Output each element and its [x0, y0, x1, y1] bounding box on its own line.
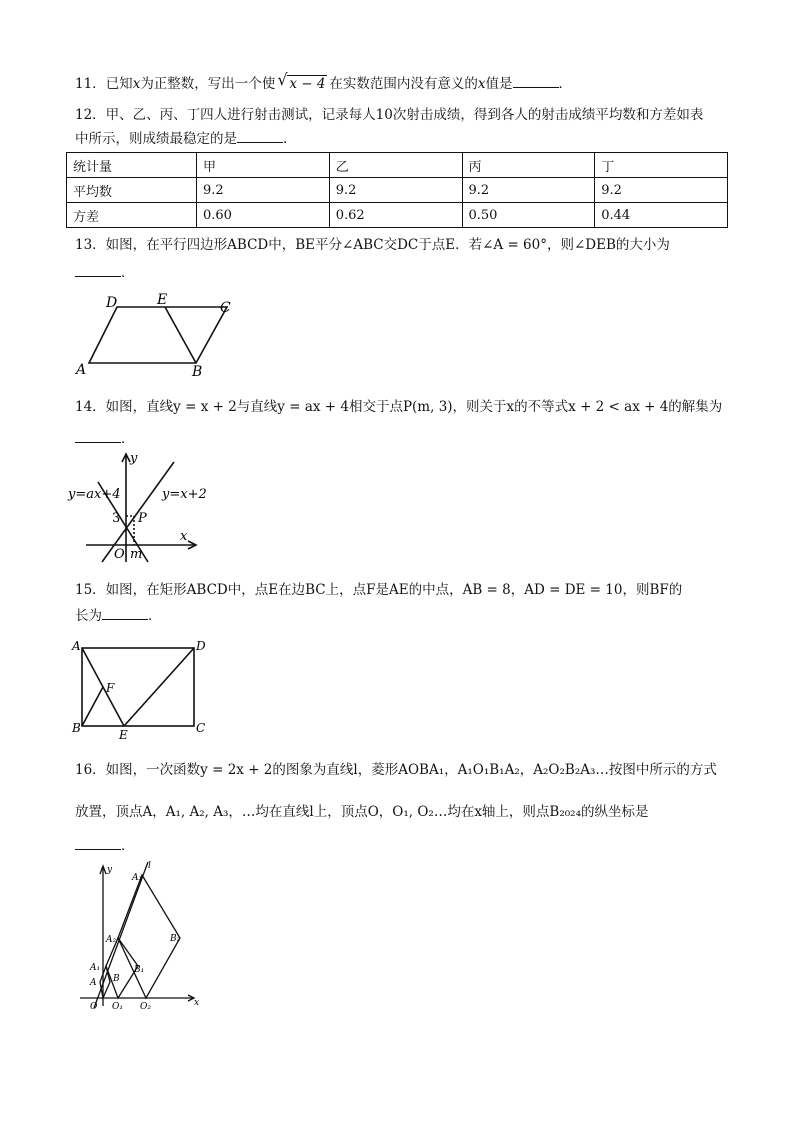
label-line-ax4: y=ax+4 — [68, 487, 121, 502]
label-c: C — [220, 300, 231, 316]
rectangle-figure — [70, 638, 210, 740]
label-o2: O₂ — [140, 1002, 151, 1012]
q15-period: ． — [148, 608, 162, 624]
label-a3: A₃ — [132, 873, 143, 883]
label-line-x2: y=x+2 — [162, 487, 207, 502]
q15-line2-row — [75, 606, 682, 626]
label-e: E — [119, 728, 128, 742]
q13-line2-row — [75, 263, 670, 283]
table-cell: 方差 — [67, 203, 197, 228]
q13-period: ． — [121, 265, 135, 281]
q11-text: 值是 — [485, 76, 513, 92]
q11-period: ． — [558, 76, 573, 92]
label-o: O — [114, 547, 125, 562]
table-cell: 0.62 — [329, 203, 462, 228]
q13-line1: 13．如图，在平行四边形ABCD中，BE平分∠ABC交DC于点E．若∠A = 60°，则∠DEB的大小为 — [75, 237, 670, 253]
q12-line1: 12．甲、乙、丙、丁四人进行射击测试，记录每人10次射击成绩，得到各人的射击成绩平均数和方差如表 — [75, 107, 704, 123]
label-b2: B₂ — [170, 934, 181, 944]
label-m: m — [130, 547, 143, 562]
label-b: B — [113, 974, 120, 984]
question-15 — [75, 580, 682, 626]
label-e: E — [157, 292, 168, 308]
label-a: A — [72, 639, 81, 653]
q15-line1: 15．如图，在矩形ABCD中，点E在边BC上，点F是AE的中点，AB = 8，AD = DE = 10，则BF的 — [75, 582, 683, 598]
radicand: x − 4 — [289, 76, 326, 92]
label-y: y — [130, 451, 138, 466]
answer-blank[interactable] — [75, 264, 121, 277]
table-row — [67, 178, 728, 203]
table-cell: 9.2 — [595, 178, 728, 203]
label-o1: O₁ — [112, 1002, 123, 1012]
rhombus-figure — [76, 860, 206, 1012]
q15-line2: 长为 — [75, 608, 102, 624]
label-b: B — [192, 364, 203, 380]
q11-var: x — [132, 76, 141, 92]
label-a1: A₁ — [90, 963, 101, 973]
table-header-cell: 丙 — [462, 153, 595, 178]
table-cell: 平均数 — [67, 178, 197, 203]
label-f: F — [106, 681, 115, 695]
lines-graph-figure — [68, 450, 218, 570]
label-d: D — [196, 639, 206, 653]
parallelogram-figure — [70, 290, 240, 382]
table-header-cell: 甲 — [197, 153, 330, 178]
q11-text: 已知 — [105, 76, 133, 92]
label-a: A — [90, 978, 97, 988]
stats-table — [66, 152, 728, 228]
q14-line1: 14．如图，直线y = x + 2与直线y = ax + 4相交于点P(m, 3)，则关于x的不等式x + 2 < ax + 4的解集为 — [75, 399, 723, 415]
q12-line2-row — [75, 129, 703, 149]
q12-line2: 中所示，则成绩最稳定的是 — [75, 131, 237, 147]
table-cell: 0.60 — [197, 203, 330, 228]
label-x: x — [194, 998, 200, 1008]
label-a: A — [76, 362, 87, 378]
answer-blank[interactable] — [75, 430, 121, 443]
q14-line2-row — [75, 429, 722, 449]
answer-blank[interactable] — [102, 607, 148, 620]
table-cell: 9.2 — [197, 178, 330, 203]
q11-var: x — [477, 76, 486, 92]
table-header-row — [67, 153, 728, 178]
sqrt-expression: √ x − 4 — [277, 70, 326, 92]
answer-blank[interactable] — [75, 837, 121, 850]
q11-text: 在实数范围内没有意义的 — [329, 76, 478, 92]
table-header-cell: 乙 — [329, 153, 462, 178]
answer-blank[interactable] — [237, 130, 283, 143]
label-c: C — [196, 721, 206, 735]
rhombus-aoba1 — [100, 966, 110, 998]
segment-bf — [82, 687, 103, 726]
label-b: B — [72, 721, 81, 735]
question-14 — [75, 397, 722, 449]
q16-line3-row — [75, 836, 717, 856]
table-cell: 9.2 — [462, 178, 595, 203]
table-cell: 0.44 — [595, 203, 728, 228]
label-x: x — [180, 529, 188, 544]
question-13 — [75, 235, 670, 283]
q14-period: ． — [121, 431, 135, 447]
answer-blank[interactable] — [513, 75, 559, 88]
q16-line2: 放置，顶点A，A₁, A₂, A₃，…均在直线l上，顶点O，O₁, O₂…均在x轴上，则点B₂₀₂₄的纵坐标是 — [75, 804, 649, 820]
q16-period: ． — [121, 838, 135, 854]
q12-period: ． — [283, 131, 297, 147]
label-p: P — [138, 511, 147, 526]
table-row — [67, 203, 728, 228]
table-header-cell: 统计量 — [67, 153, 197, 178]
table-header-cell: 丁 — [595, 153, 728, 178]
label-d: D — [106, 295, 118, 311]
label-o: O — [90, 1002, 98, 1012]
label-a2: A₂ — [106, 935, 117, 945]
label-b1: B₁ — [134, 965, 145, 975]
question-11 — [75, 70, 573, 94]
parallelogram-abcd — [89, 307, 227, 363]
q11-text: 为正整数，写出一个使 — [140, 76, 276, 92]
question-12 — [75, 105, 703, 149]
q11-number: 11． — [75, 76, 106, 92]
q16-line1: 16．如图，一次函数y = 2x + 2的图象为直线l，菱形AOBA₁，A₁O₁B₁A₂，A₂O₂B₂A₃…按图中所示的方式 — [75, 762, 717, 778]
label-l: l — [148, 861, 151, 871]
table-cell: 9.2 — [329, 178, 462, 203]
rectangle-abcd — [82, 648, 194, 726]
label-y: y — [107, 865, 113, 875]
segment-de — [124, 648, 194, 726]
label-3: 3 — [112, 511, 121, 526]
table-cell: 0.50 — [462, 203, 595, 228]
question-16 — [75, 760, 717, 856]
segment-be — [165, 307, 196, 363]
